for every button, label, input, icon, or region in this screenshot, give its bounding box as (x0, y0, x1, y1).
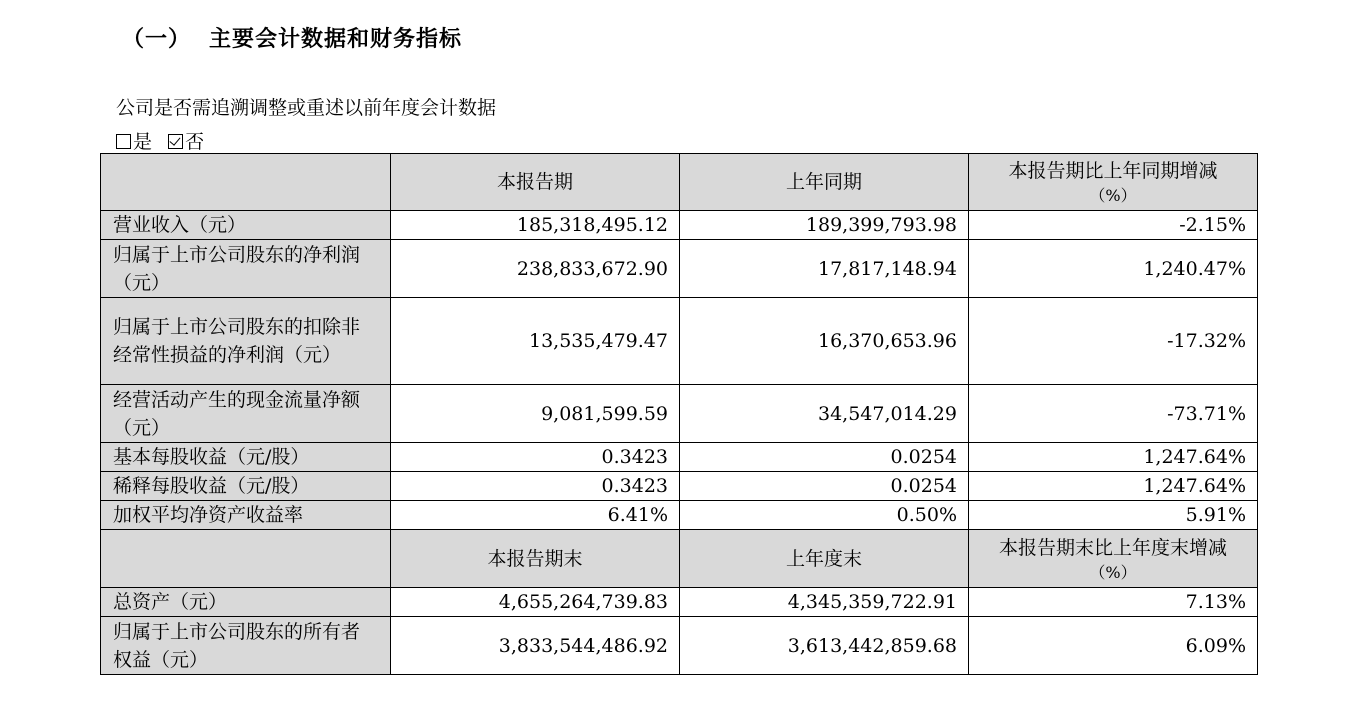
section-heading (122, 22, 462, 53)
checkbox-yes-icon[interactable] (116, 134, 131, 149)
header-change-cell (969, 530, 1258, 588)
row-label: 归属于上市公司股东的所有者权益（元） (101, 617, 391, 675)
header-corner-cell (101, 154, 391, 211)
option-yes[interactable] (116, 127, 152, 154)
prior-value: 17,817,148.94 (680, 240, 969, 298)
restatement-question: 公司是否需追溯调整或重述以前年度会计数据 (116, 97, 497, 119)
row-label: 经营活动产生的现金流量净额（元） (101, 385, 391, 443)
row-label: 归属于上市公司股东的净利润（元） (101, 240, 391, 298)
table-row (101, 501, 1258, 530)
option-no-label: 否 (185, 131, 205, 153)
header-change-label: 本报告期比上年同期增减 (1008, 160, 1218, 182)
section-number: （一） (122, 27, 192, 52)
change-value: 6.09% (969, 617, 1258, 675)
row-label: 归属于上市公司股东的扣除非经常性损益的净利润（元） (101, 298, 391, 385)
restatement-options (116, 127, 214, 154)
prior-value: 16,370,653.96 (680, 298, 969, 385)
option-yes-label: 是 (133, 131, 153, 153)
table-row (101, 298, 1258, 385)
table-row (101, 211, 1258, 240)
financial-data-table (100, 153, 1258, 675)
header-current-period-end: 本报告期末 (391, 530, 680, 588)
current-value: 13,535,479.47 (391, 298, 680, 385)
header-row-period (101, 154, 1258, 211)
checkbox-no-checked-icon[interactable] (168, 134, 183, 149)
section-title: 主要会计数据和财务指标 (209, 27, 463, 52)
change-value: 7.13% (969, 588, 1258, 617)
option-no[interactable] (168, 127, 204, 154)
current-value: 3,833,544,486.92 (391, 617, 680, 675)
change-value: 5.91% (969, 501, 1258, 530)
prior-value: 189,399,793.98 (680, 211, 969, 240)
row-label: 加权平均净资产收益率 (101, 501, 391, 530)
change-value: -17.32% (969, 298, 1258, 385)
change-value: 1,247.64% (969, 443, 1258, 472)
current-value: 185,318,495.12 (391, 211, 680, 240)
prior-value: 34,547,014.29 (680, 385, 969, 443)
current-value: 0.3423 (391, 443, 680, 472)
current-value: 238,833,672.90 (391, 240, 680, 298)
table-row (101, 240, 1258, 298)
prior-value: 3,613,442,859.68 (680, 617, 969, 675)
header-prior-period: 上年同期 (680, 154, 969, 211)
header-change-unit: （%） (1089, 562, 1137, 582)
header-corner-cell (101, 530, 391, 588)
header-change-cell (969, 154, 1258, 211)
prior-value: 4,345,359,722.91 (680, 588, 969, 617)
header-change-label: 本报告期末比上年度末增减 (998, 536, 1227, 559)
table-row (101, 385, 1258, 443)
table-row (101, 588, 1258, 617)
row-label: 稀释每股收益（元/股） (101, 472, 391, 501)
table-row (101, 443, 1258, 472)
change-value: -2.15% (969, 211, 1258, 240)
header-current-period: 本报告期 (391, 154, 680, 211)
change-value: -73.71% (969, 385, 1258, 443)
prior-value: 0.0254 (680, 472, 969, 501)
row-label: 总资产（元） (101, 588, 391, 617)
header-change-unit: （%） (1089, 186, 1137, 205)
current-value: 9,081,599.59 (391, 385, 680, 443)
row-label: 营业收入（元） (101, 211, 391, 240)
current-value: 6.41% (391, 501, 680, 530)
change-value: 1,247.64% (969, 472, 1258, 501)
header-prior-year-end: 上年度末 (680, 530, 969, 588)
current-value: 4,655,264,739.83 (391, 588, 680, 617)
table-row (101, 472, 1258, 501)
table-row (101, 617, 1258, 675)
row-label: 基本每股收益（元/股） (101, 443, 391, 472)
change-value: 1,240.47% (969, 240, 1258, 298)
header-row-period-end (101, 530, 1258, 588)
prior-value: 0.0254 (680, 443, 969, 472)
current-value: 0.3423 (391, 472, 680, 501)
prior-value: 0.50% (680, 501, 969, 530)
